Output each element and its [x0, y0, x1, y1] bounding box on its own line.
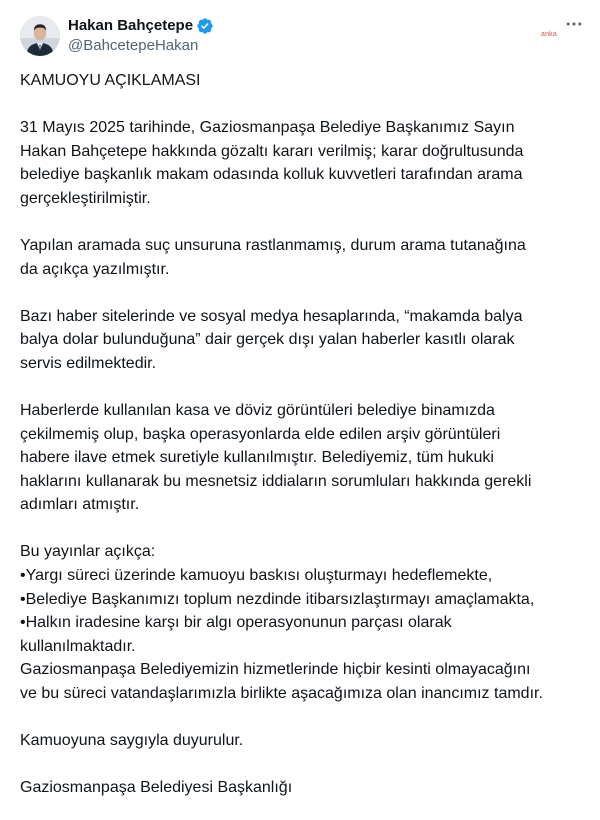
paragraph-gap: [20, 706, 590, 730]
tweet-line: gerçekleştirilmiştir.: [20, 189, 151, 207]
tweet-line: servis edilmektedir.: [20, 354, 157, 372]
tweet-line: Gaziosmanpaşa Belediyemizin hizmetlerinde hiçbir kesinti olmayacağını: [20, 661, 531, 679]
tweet-line: •Halkın iradesine karşı bir algı operasyonunun parçası olarak: [20, 614, 452, 632]
watermark: anka: [541, 31, 557, 38]
tweet-line: Bu yayınlar açıkça:: [20, 543, 156, 561]
tweet-line: •Yargı süreci üzerinde kamuoyu baskısı oluşturmayı hedeflemekte,: [20, 567, 493, 584]
more-dots-icon: [564, 14, 584, 34]
tweet-line: Hakan Bahçetepe hakkında gözaltı kararı verilmiş; karar doğrultusunda: [20, 142, 524, 160]
paragraph-gap: [20, 281, 590, 305]
paragraph-gap: [20, 753, 590, 777]
tweet-line: Kamuoyuna saygıyla duyurulur.: [20, 732, 244, 750]
tweet-line: KAMUOYU AÇIKLAMASI: [20, 72, 201, 89]
tweet-line: da açıkça yazılmıştır.: [20, 260, 170, 278]
name-row: [68, 16, 214, 36]
tweet-line: ve bu süreci vatandaşlarımızla birlikte aşacağımıza olan inancımız tamdır.: [20, 684, 543, 702]
tweet-header: [20, 12, 214, 60]
paragraph-gap: [20, 210, 590, 234]
tweet-line: Bazı haber sitelerinde ve sosyal medya hesaplarında, “makamda balya: [20, 307, 523, 325]
tweet-line: Gaziosmanpaşa Belediyesi Başkanlığı: [20, 779, 293, 797]
tweet-line: Haberlerde kullanılan kasa ve döviz görüntüleri belediye binamızda: [20, 401, 495, 419]
tweet-line: Yapılan aramada suç unsuruna rastlanmamış, durum arama tutanağına: [20, 236, 526, 254]
user-handle[interactable]: @BahcetepeHakan: [68, 37, 199, 54]
tweet-line: habere ilave etmek suretiyle kullanılmıştır. Belediyemiz, tüm hukuki: [20, 449, 494, 467]
author-names: [68, 16, 214, 56]
paragraph-gap: [20, 375, 590, 399]
tweet-text: [20, 69, 590, 800]
tweet-line: •Belediye Başkanımızı toplum nezdinde itibarsızlaştırmayı amaçlamakta,: [20, 590, 535, 608]
tweet-line: çekilmemiş olup, başka operasyonlarda elde edilen arşiv görüntüleri: [20, 425, 501, 443]
tweet-line: kullanılmaktadır.: [20, 637, 136, 655]
tweet-line: adımları atmıştır.: [20, 496, 140, 514]
display-name[interactable]: Hakan Bahçetepe: [68, 17, 194, 34]
tweet-line: belediye başkanlık makam odasında kolluk kuvvetleri tarafından arama: [20, 166, 523, 184]
tweet-line: haklarını kullanarak bu mesnetsiz iddiaların sorumluları hakkında gerekli: [20, 472, 532, 490]
profile-photo-icon: [20, 16, 60, 56]
more-options-button[interactable]: [562, 12, 586, 36]
tweet-line: 31 Mayıs 2025 tarihinde, Gaziosmanpaşa Belediye Başkanımız Sayın: [20, 119, 515, 137]
paragraph-gap: [20, 93, 590, 117]
avatar[interactable]: [20, 16, 60, 56]
tweet-line: balya dolar bulunduğuna” dair gerçek dışı yalan haberler kasıtlı olarak: [20, 331, 515, 349]
paragraph-gap: [20, 517, 590, 541]
verified-badge-icon[interactable]: [196, 17, 214, 35]
